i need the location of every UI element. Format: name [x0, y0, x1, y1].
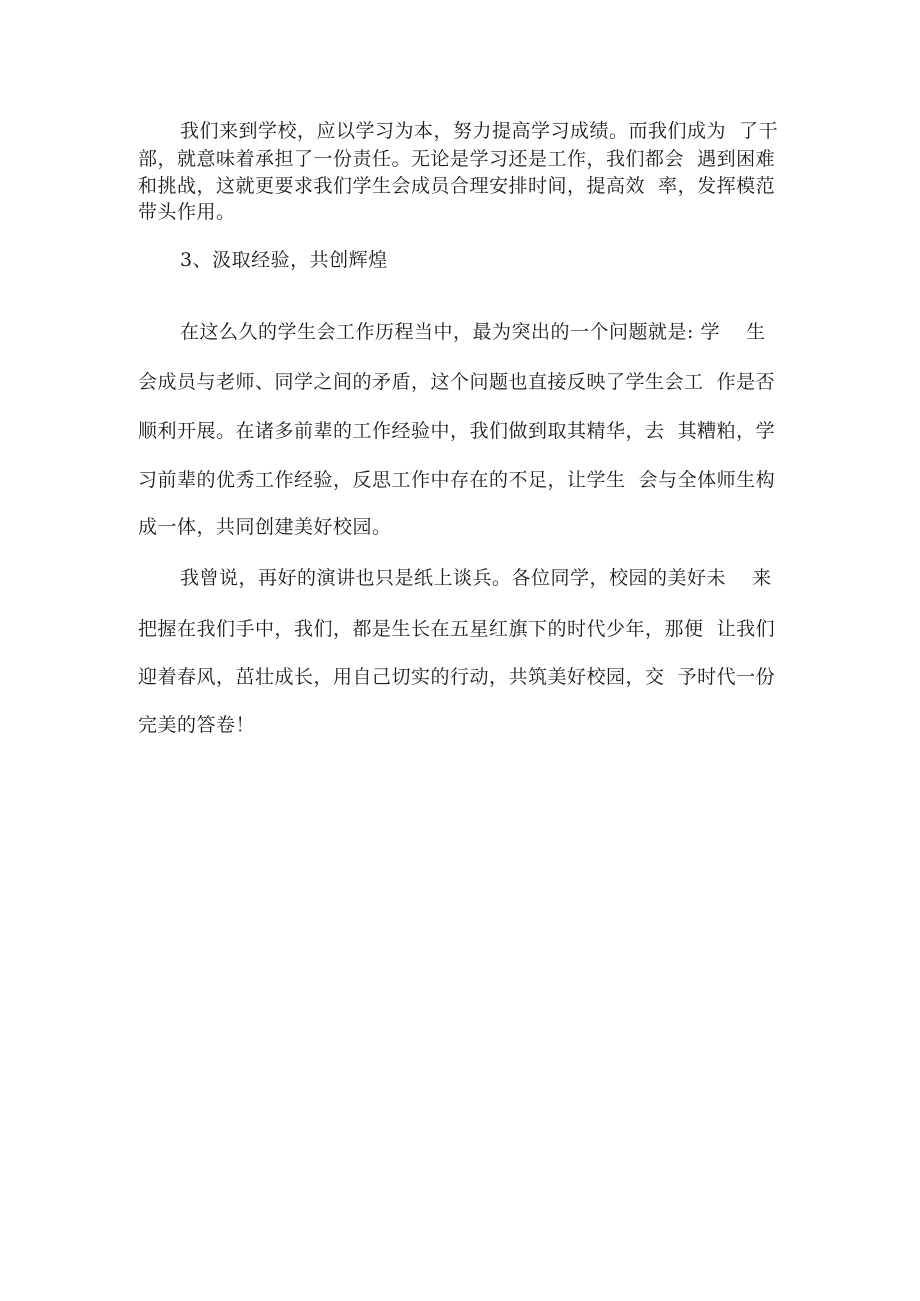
paragraph-1-line-4: 带头作用。 [138, 201, 236, 223]
paragraph-2-line-2: 会成员与老师、同学之间的矛盾，这个问题也直接反映了学生会工 作是否 [138, 371, 776, 393]
paragraph-3-line-4: 完美的答卷！ [138, 714, 256, 736]
paragraph-2-line-4: 习前辈的优秀工作经验，反思工作中存在的不足，让学生 会与全体师生构 [138, 469, 776, 491]
paragraph-3-line-3: 迎着春风，茁壮成长，用自己切实的行动，共筑美好校园，交 予时代一份 [138, 666, 776, 688]
paragraph-1-line-3: 和挑战，这就更要求我们学生会成员合理安排时间，提高效 率，发挥模范 [138, 175, 776, 197]
paragraph-2-line-5: 成一体，共同创建美好校园。 [138, 516, 392, 538]
paragraph-1-line-1: 我们来到学校，应以学习为本，努力提高学习成绩。而我们成为 了干 [180, 120, 779, 142]
paragraph-2-line-1: 在这么久的学生会工作历程当中，最为突出的一个问题就是: 学 生 [180, 321, 766, 343]
paragraph-3-line-1: 我曾说，再好的演讲也只是纸上谈兵。各位同学，校园的美好未 来 [180, 567, 772, 589]
paragraph-3-line-2: 把握在我们手中，我们，都是生长在五星红旗下的时代少年，那便 让我们 [138, 618, 776, 640]
paragraph-2-line-3: 顺利开展。在诸多前辈的工作经验中，我们做到取其精华，去 其糟粕，学 [138, 420, 776, 442]
section-heading: 3、汲取经验，共创辉煌 [180, 249, 388, 271]
paragraph-1-line-2: 部，就意味着承担了一份责任。无论是学习还是工作，我们都会 遇到困难 [138, 148, 776, 170]
